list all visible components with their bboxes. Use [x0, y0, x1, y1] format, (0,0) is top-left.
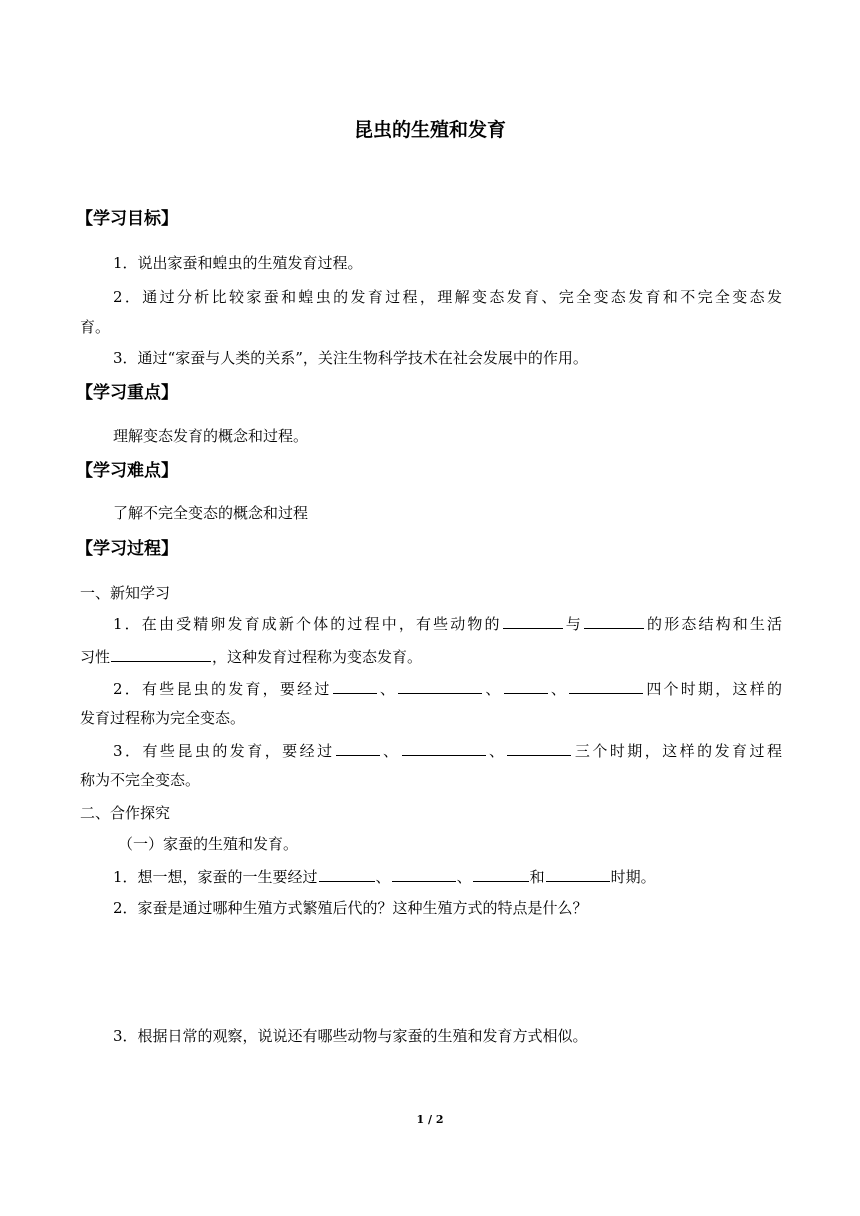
answer-blank[interactable] — [503, 613, 563, 629]
question-2-line2: 发育过程称为完全变态。 — [80, 709, 246, 727]
objective-1: 1．说出家蚕和蝗虫的生殖发育过程。 — [113, 254, 363, 272]
inquiry-question-2: 2．家蚕是通过哪种生殖方式繁殖后代的？这种生殖方式的特点是什么？ — [113, 899, 588, 917]
page-title: 昆虫的生殖和发育 — [353, 119, 506, 141]
answer-blank[interactable] — [392, 866, 456, 882]
question-1-line2: 习性 ，这种发育过程称为变态发育。 — [80, 648, 423, 666]
answer-blank[interactable] — [584, 613, 644, 629]
objective-2-line1: 2．通过分析比较家蚕和蝗虫的发育过程，理解变态发育、完全变态发育和不完全变态发 — [113, 288, 782, 306]
answer-blank[interactable] — [402, 740, 486, 756]
page-number: 1 / 2 — [416, 1113, 444, 1126]
answer-blank[interactable] — [336, 740, 380, 756]
question-1-line1: 1．在由受精卵发育成新个体的过程中，有些动物的 与 的形态结构和生活 — [113, 615, 782, 633]
heading-keypoints: 【学习重点】 — [76, 383, 178, 403]
question-2-line1: 2．有些昆虫的发育，要经过 、 、 、 四个时期，这样的 — [113, 680, 782, 698]
answer-blank[interactable] — [333, 678, 377, 694]
part2-title: 二、合作探究 — [80, 804, 171, 822]
answer-blank[interactable] — [507, 740, 571, 756]
heading-objectives: 【学习目标】 — [76, 209, 178, 229]
keypoint-text: 理解变态发育的概念和过程。 — [113, 427, 309, 445]
objective-3: 3．通过“家蚕与人类的关系”，关注生物科学技术在社会发展中的作用。 — [113, 349, 588, 367]
inquiry-question-1: 1．想一想，家蚕的一生要经过 、 、 和 时期。 — [113, 868, 656, 886]
answer-blank[interactable] — [111, 646, 211, 662]
answer-blank[interactable] — [569, 678, 643, 694]
question-3-line1: 3．有些昆虫的发育，要经过 、 、 三个时期，这样的发育过程 — [113, 742, 782, 760]
answer-blank[interactable] — [473, 866, 529, 882]
inquiry-question-3: 3．根据日常的观察，说说还有哪些动物与家蚕的生殖和发育方式相似。 — [113, 1027, 588, 1045]
objective-2-line2: 育。 — [80, 318, 111, 336]
answer-blank[interactable] — [398, 678, 482, 694]
answer-blank[interactable] — [546, 866, 610, 882]
difficulty-text: 了解不完全变态的概念和过程 — [113, 504, 309, 522]
heading-difficulties: 【学习难点】 — [76, 461, 178, 481]
answer-blank[interactable] — [319, 866, 375, 882]
question-3-line2: 称为不完全变态。 — [80, 771, 201, 789]
subsection-1: （一）家蚕的生殖和发育。 — [118, 835, 299, 853]
heading-process: 【学习过程】 — [76, 539, 178, 559]
answer-blank[interactable] — [504, 678, 548, 694]
part1-title: 一、新知学习 — [80, 584, 171, 602]
